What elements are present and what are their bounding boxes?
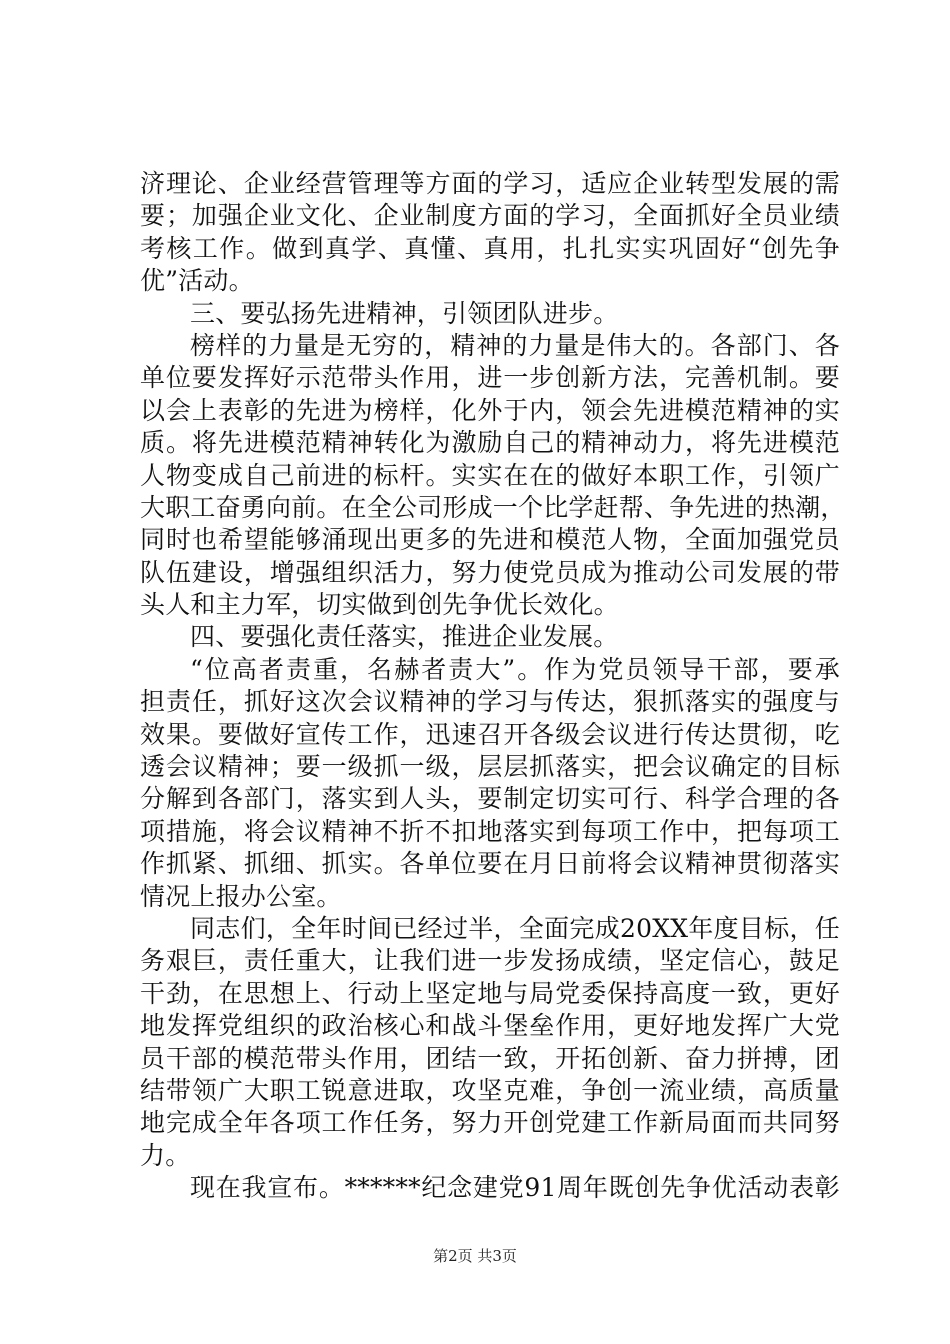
text-line: “位高者责重，名赫者责大”。作为党员领导干部，要承 <box>190 654 840 684</box>
text-line: 效果。要做好宣传工作，迅速召开各级会议进行传达贯彻，吃 <box>140 719 840 749</box>
text-line: 考核工作。做到真学、真懂、真用，扎扎实实巩固好“创先争 <box>140 233 840 263</box>
document-body <box>140 168 846 1205</box>
text-line: 员干部的模范带头作用，团结一致，开拓创新、奋力拼搏，团 <box>140 1043 840 1073</box>
text-line: 结带领广大职工锐意进取，攻坚克难，争创一流业绩，高质量 <box>140 1075 840 1105</box>
text-line: 以会上表彰的先进为榜样，化外于内，领会先进模范精神的实 <box>140 395 840 425</box>
text-line: 要；加强企业文化、企业制度方面的学习，全面抓好全员业绩 <box>140 201 840 231</box>
text-line: 济理论、企业经营管理等方面的学习，适应企业转型发展的需 <box>140 169 840 198</box>
text-line: 情况上报办公室。 <box>140 881 342 911</box>
text-line: 务艰巨，责任重大，让我们进一步发扬成绩，坚定信心，鼓足 <box>140 946 840 976</box>
text-line: 质。将先进模范精神转化为激励自己的精神动力，将先进模范 <box>140 428 840 458</box>
text-line: 作抓紧、抓细、抓实。各单位要在月日前将会议精神贯彻落实 <box>140 849 840 879</box>
text-line: 同志们，全年时间已经过半，全面完成20XX年度目标，任 <box>190 913 840 943</box>
text-line: 人物变成自己前进的标杆。实实在在的做好本职工作，引领广 <box>140 460 840 490</box>
section-heading: 四、要强化责任落实，推进企业发展。 <box>190 622 619 652</box>
text-line: 大职工奋勇向前。在全公司形成一个比学赶帮、争先进的热潮， <box>140 492 846 522</box>
text-line: 项措施，将会议精神不折不扣地落实到每项工作中，把每项工 <box>140 816 840 846</box>
section-heading: 三、要弘扬先进精神，引领团队进步。 <box>190 298 619 328</box>
text-line: 力。 <box>140 1140 191 1170</box>
text-line: 透会议精神；要一级抓一级，层层抓落实，把会议确定的目标 <box>140 752 840 782</box>
text-line: 干劲，在思想上、行动上坚定地与局党委保持高度一致，更好 <box>140 978 840 1008</box>
text-line: 单位要发挥好示范带头作用，进一步创新方法，完善机制。要 <box>140 363 840 393</box>
text-line: 队伍建设，增强组织活力，努力使党员成为推动公司发展的带 <box>140 557 840 587</box>
page-footer <box>0 1245 950 1266</box>
text-line: 现在我宣布。******纪念建党91周年既创先争优活动表彰 <box>190 1173 840 1203</box>
text-line: 头人和主力军，切实做到创先争优长效化。 <box>140 590 619 620</box>
text-line: 地完成全年各项工作任务，努力开创党建工作新局面而共同努 <box>140 1108 840 1138</box>
text-line: 分解到各部门，落实到人头，要制定切实可行、科学合理的各 <box>140 784 840 814</box>
text-line: 同时也希望能够涌现出更多的先进和模范人物，全面加强党员 <box>140 525 840 555</box>
text-line: 优”活动。 <box>140 266 254 296</box>
text-line: 榜样的力量是无穷的，精神的力量是伟大的。各部门、各 <box>190 330 840 360</box>
text-line: 担责任，抓好这次会议精神的学习与传达，狠抓落实的强度与 <box>140 687 840 717</box>
text-line: 地发挥党组织的政治核心和战斗堡垒作用，更好地发挥广大党 <box>140 1011 840 1041</box>
page-number: 第2页 共3页 <box>433 1247 517 1265</box>
